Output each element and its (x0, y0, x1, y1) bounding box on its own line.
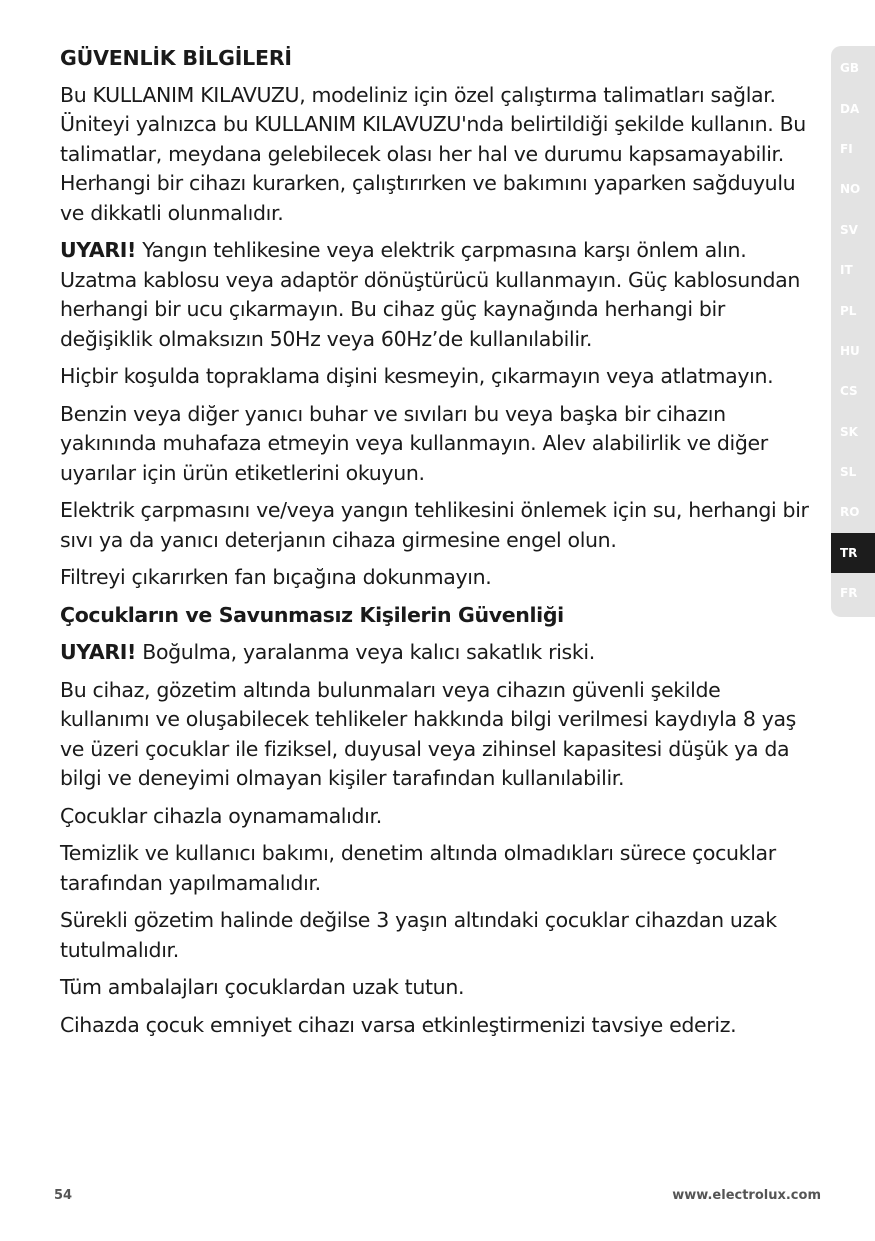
page-title: GÜVENLİK BİLGİLERİ (60, 46, 292, 70)
paragraph-warning-children: UYARI! Boğulma, yaralanma veya kalıcı sakatlık riski. (60, 640, 595, 664)
language-tab-pl[interactable]: PL (840, 303, 857, 318)
language-tab-fi[interactable]: FI (840, 141, 853, 156)
language-tab-gb[interactable]: GB (840, 61, 859, 76)
section-heading: Çocukların ve Savunmasız Kişilerin Güvenliği (60, 602, 564, 627)
paragraph-flammable: Benzin veya diğer yanıcı buhar ve sıvıları bu veya başka bir cihazın yakınında muhafaza etmeyin veya kullanmayın. Alev alabilirlik ve diğer uyarılar için ürün etiketlerini okuyun. (60, 401, 768, 485)
language-tab-da[interactable]: DA (840, 101, 860, 116)
paragraph-packaging: Tüm ambalajları çocuklardan uzak tutun. (60, 975, 465, 999)
paragraph-electric-shock: Elektrik çarpmasını ve/veya yangın tehlikesini önlemek için su, herhangi bir sıvı ya da yanıcı deterjanın cihaza girmesine engel olun. (60, 498, 809, 552)
language-tab-hu[interactable]: HU (840, 343, 860, 358)
language-tab-cs[interactable]: CS (840, 384, 858, 399)
paragraph-supervision: Bu cihaz, gözetim altında bulunmaları veya cihazın güvenli şekilde kullanımı ve oluşabilecek tehlikeler hakkında bilgi verilmesi kaydıyla 8 yaş ve üzeri çocuklar ile fiziksel, duyusal veya zihinsel kapasitesi düşük ya da bilgi ve deneyimi olmayan kişiler tarafından kullanılabilir. (60, 677, 797, 790)
language-tab-no[interactable]: NO (840, 182, 861, 197)
paragraph-no-play: Çocuklar cihazla oynamamalıdır. (60, 803, 382, 828)
warning-label: UYARI! (60, 640, 137, 664)
language-tab-ro[interactable]: RO (840, 505, 860, 520)
paragraph-warning-fire: UYARI! Yangın tehlikesine veya elektrik çarpmasına karşı önlem alın. Uzatma kablosu veya adaptör dönüştürücü kullanmayın. Güç kablosundan herhangi bir ucu çıkarmayın. Bu cihaz güç kaynağında herhangi bir değişiklik olmaksızın 50Hz veya 60Hz’de kullanılabilir. (60, 238, 800, 351)
language-tab-tr[interactable]: TR (831, 533, 875, 573)
language-tab-sl[interactable]: SL (840, 465, 857, 480)
paragraph-intro: Bu KULLANIM KILAVUZU, modeliniz için özel çalıştırma talimatları sağlar. Üniteyi yalnızca bu KULLANIM KILAVUZU'nda belirtildiği şekilde kullanın. Bu talimatlar, meydana gelebilecek olası her hal ve durumu kapsamayabilir. Herhangi bir cihazı kurarken, çalıştırırken ve bakımını yaparken sağduyulu ve dikkatli olunmalıdır. (60, 82, 806, 225)
language-tabs (831, 46, 875, 617)
paragraph-under-3: Sürekli gözetim halinde değilse 3 yaşın altındaki çocuklar cihazdan uzak tutulmalıdır. (60, 908, 777, 962)
language-tab-fr[interactable]: FR (840, 586, 858, 601)
warning-label: UYARI! (60, 238, 137, 262)
paragraph-fan-blade: Filtreyi çıkarırken fan bıçağına dokunmayın. (60, 565, 492, 589)
paragraph-cleaning: Temizlik ve kullanıcı bakımı, denetim altında olmadıkları sürece çocuklar tarafından yapılmamalıdır. (60, 841, 776, 895)
footer-url: www.electrolux.com (672, 1188, 821, 1203)
language-tab-it[interactable]: IT (840, 263, 853, 278)
language-tab-sk[interactable]: SK (840, 424, 858, 439)
paragraph-child-lock: Cihazda çocuk emniyet cihazı varsa etkinleştirmenizi tavsiye ederiz. (60, 1012, 737, 1037)
page-number: 54 (54, 1188, 73, 1203)
document-body (60, 44, 810, 1048)
paragraph-grounding: Hiçbir koşulda topraklama dişini kesmeyin, çıkarmayın veya atlatmayın. (60, 364, 774, 388)
language-tab-sv[interactable]: SV (840, 222, 858, 237)
